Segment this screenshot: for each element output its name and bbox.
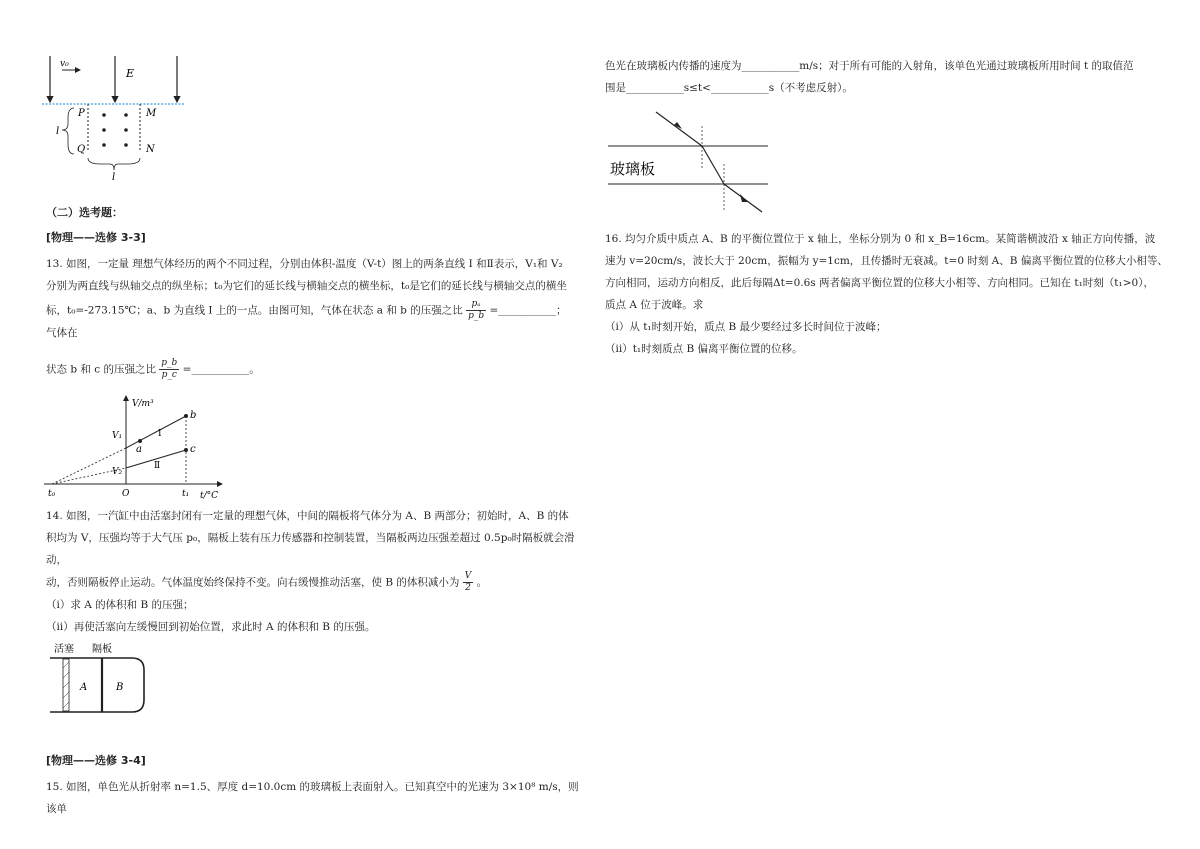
E-label: E: [126, 67, 135, 80]
q13: 13. 如图，一定量 理想气体经历的两个不同过程，分别由体积-温度（V-t）图上的两条直线 I 和Ⅱ表示，V₁和 V₂ 分别为两直线与纵轴交点的纵坐标；t₀为它们的延长线与横轴交点的横坐标，t₀是它们的延长线与横轴交点的横坐 标，t₀=-273.15℃；a、b 为直线 I 上的一点。由图可知，气体在状态 a 和 b 的压强之比 $\frac{\text{pₐ}}{p\_b}$ =___________；气体在 状态 b 和 c 的压强之比 $\frac{p\_b}{p\_c}$ =___________。: [46, 258, 567, 380]
field-figure: [40, 52, 190, 184]
svg-text:t/°C: t/°C: [200, 491, 219, 501]
svg-text:A: A: [80, 682, 88, 693]
svg-text:隔板: 隔板: [92, 644, 112, 655]
svg-text:l: l: [112, 172, 116, 183]
svg-text:Ⅱ: Ⅱ: [154, 461, 161, 471]
q15-start: 15. 如图，单色光从折射率 n=1.5、厚度 d=10.0cm 的玻璃板上表面射入。已知真空中的光速为 3×10⁸ m/s，则该单: [46, 781, 579, 815]
q16: 16. 均匀介质中质点 A、B 的平衡位置位于 x 轴上，坐标分别为 0 和 x_B=16cm。某简谐横波沿 x 轴正方向传播，波 速为 v=20cm/s，波长大于 20cm，振幅为 y=1cm，且传播时无衰减。t=0 时刻 A、B 偏离平衡位置的位移大小相等、 方向相同，运动方向相反，此后每隔Δt=0.6s 两者偏离平衡位置的位移大小相等、方向相同。已知在 t₁时刻（t₁>0）， 质点 A 位于波峰。求 （i）从 t₁时刻开始，质点 B 最少要经过多长时间位于波峰； （ii）t₁时刻质点 B 偏离平衡位置的位移。: [605, 233, 1168, 355]
glass-plate-label: 玻璃板: [610, 160, 656, 178]
svg-text:V₂: V₂: [112, 467, 123, 477]
q14: 14. 如图，一汽缸中由活塞封闭有一定量的理想气体，中间的隔板将气体分为 A、B 两部分；初始时，A、B 的体 积均为 V，压强均等于大气压 p₀，隔板上装有压力传感器和控制装置，当隔板两边压强差超过 0.5p₀时隔板就会滑动， 动，否则隔板停止运动。气体温度始终保持不变。向右缓慢推动活塞，使 B 的体积减小为 $\frac{V}{2}$ 。 （i）求 A 的体积和 B 的压强； （ⅱ）再使活塞向左缓慢回到初始位置，求此时 A 的体积和 B 的压强。: [46, 510, 575, 633]
svg-text:t₀: t₀: [48, 489, 56, 499]
svg-text:a: a: [136, 444, 142, 455]
svg-text:O: O: [122, 489, 130, 499]
svg-text:B: B: [116, 682, 124, 693]
v0-label: v₀: [60, 59, 69, 69]
svg-text:V/m³: V/m³: [132, 399, 154, 409]
svg-text:Q: Q: [77, 144, 86, 155]
glass-plate-figure: [604, 108, 774, 220]
svg-text:V₁: V₁: [112, 431, 123, 441]
svg-text:P: P: [78, 108, 85, 119]
elective-34-title: [物理——选修 3-4]: [46, 754, 146, 767]
svg-text:I: I: [158, 429, 162, 439]
elective-33-title: [物理——选修 3-3]: [46, 231, 146, 244]
section-title: （二）选考题：: [46, 206, 123, 219]
cylinder-figure: [46, 640, 156, 716]
svg-text:活塞: 活塞: [54, 644, 74, 655]
svg-text:t₁: t₁: [182, 489, 190, 499]
svg-text:M: M: [146, 108, 157, 119]
vt-graph: [40, 392, 230, 504]
svg-text:b: b: [190, 410, 197, 421]
svg-text:l: l: [56, 126, 60, 137]
svg-text:N: N: [146, 144, 155, 155]
svg-text:c: c: [190, 444, 196, 455]
q15-continued: 色光在玻璃板内传播的速度为___________m/s；对于所有可能的入射角，该单色光通过玻璃板所用时间 t 的取值范 围是___________s≤t<___________s（不考虑反射）。: [605, 60, 1134, 94]
